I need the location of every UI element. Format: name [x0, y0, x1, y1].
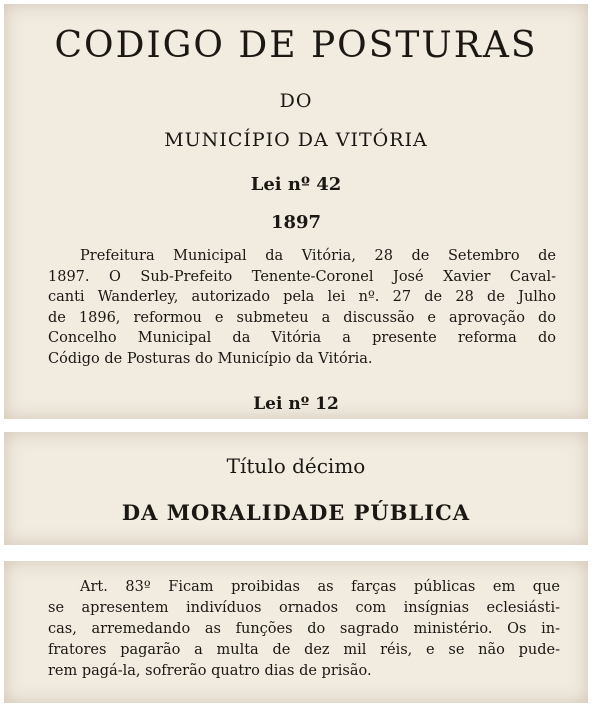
- document-page-header: [4, 4, 588, 419]
- section-heading: DA MORALIDADE PÚBLICA: [121, 500, 471, 525]
- law-reference: Lei nº 12: [253, 394, 339, 414]
- article-line: rem pagá-la, sofrerão quatro dias de prisão.: [48, 663, 372, 679]
- article-line: se apresentem indivíduos ornados com insígnias eclesiásti-: [48, 600, 560, 616]
- intro-line: Prefeitura Municipal da Vitória, 28 de Setembro de: [80, 248, 556, 264]
- intro-line: canti Wanderley, autorizado pela lei nº. 27 de 28 de Julho: [48, 289, 556, 305]
- law-year: 1897: [270, 212, 322, 233]
- article-line: fratores pagarão a multa de dez mil réis, e se não pude-: [48, 642, 560, 658]
- section-panel: [4, 432, 588, 545]
- article-line: Art. 83º Ficam proibidas as farças públicas em que: [80, 579, 560, 595]
- section-title: Título décimo: [226, 454, 366, 478]
- subtitle-do: DO: [279, 90, 313, 112]
- article-line: cas, arremedando as funções do sagrado ministério. Os in-: [48, 621, 560, 637]
- article-panel: [4, 561, 588, 703]
- intro-line: Concelho Municipal da Vitória a presente reforma do: [48, 330, 556, 346]
- subtitle-municipality: MUNICÍPIO DA VITÓRIA: [164, 129, 428, 151]
- law-number: Lei nº 42: [250, 174, 342, 195]
- intro-line: 1897. O Sub-Prefeito Tenente-Coronel José Xavier Caval-: [48, 268, 556, 285]
- intro-paragraph: [48, 246, 556, 369]
- intro-line: de 1896, reformou e submeteu a discussão e aprovação do: [48, 309, 556, 326]
- article-paragraph: [48, 577, 560, 682]
- intro-line: Código de Posturas do Município da Vitória.: [48, 350, 373, 367]
- document-title: CODIGO DE POSTURAS: [54, 25, 538, 66]
